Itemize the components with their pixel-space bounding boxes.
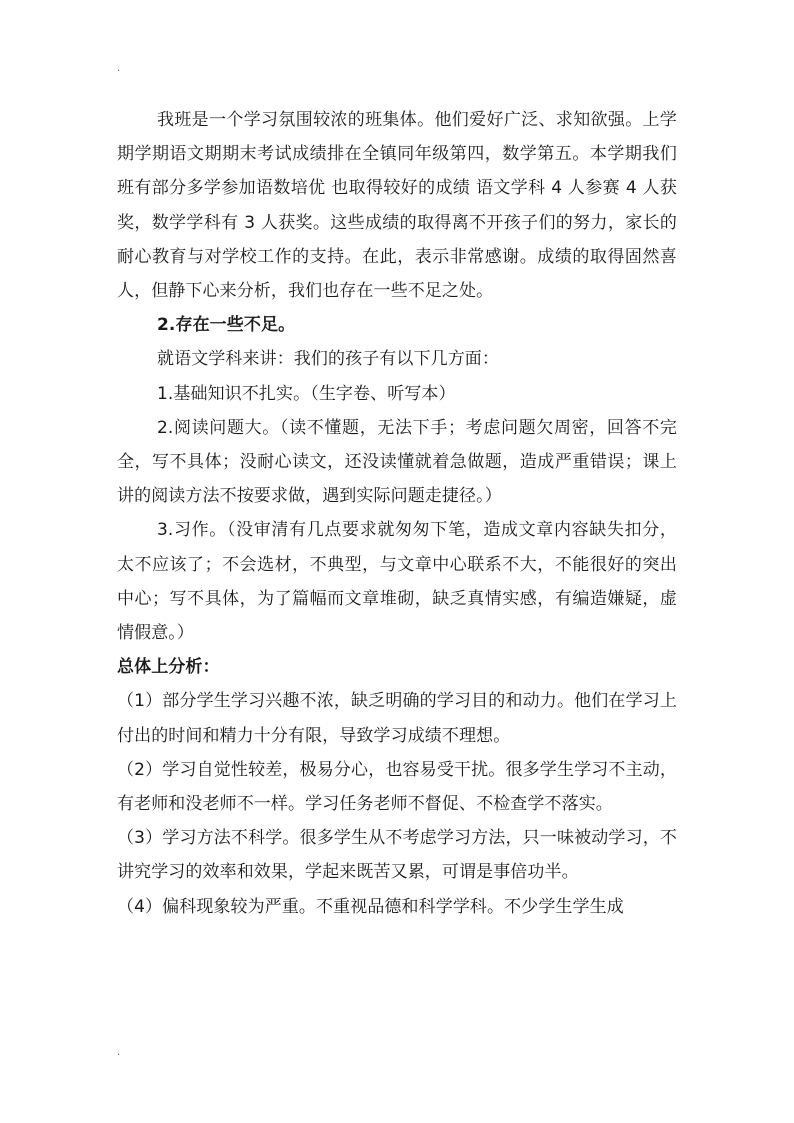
section-heading-shortcomings: 2.存在一些不足。	[157, 315, 296, 336]
page-top-dot: .	[117, 63, 121, 74]
paragraph-basic-knowledge: 1.基础知识不扎实。（生字卷、听写本）	[157, 383, 456, 404]
paragraph-analysis-2: （2）学习自觉性较差，极易分心，也容易受干扰。很多学生学习不主动，有老师和没老师不一样。学习任务老师不督促、不检查学不落实。	[117, 759, 677, 815]
paragraph-analysis-3: （3）学习方法不科学。很多学生从不考虑学习方法，只一味被动学习，不讲究学习的效率和效果，学起来既苦又累，可谓是事倍功半。	[117, 828, 677, 883]
section-heading-overall-analysis: 总体上分析：	[117, 657, 220, 678]
paragraph-analysis-1: （1）部分学生学习兴趣不浓，缺乏明确的学习目的和动力。他们在学习上付出的时间和精力十分有限，导致学习成绩不理想。	[117, 691, 677, 746]
paragraph-analysis-4: （4）偏科现象较为严重。不重视品德和科学学科。不少学生学生成	[117, 896, 624, 917]
page-bottom-dot: .	[117, 1047, 121, 1058]
document-body	[117, 103, 677, 924]
paragraph-chinese-subject-intro: 就语文学科来讲：我们的孩子有以下几方面：	[157, 349, 499, 370]
paragraph-class-achievements: 我班是一个学习氛围较浓的班集体。他们爱好广泛、求知欲强。上学期学期语文期期末考试成绩排在全镇同年级第四，数学第五。本学期我们班有部分多学参加语数培优 也取得较好的成绩 语文学科 4 人参赛 4 人获奖，数学学科有 3 人获奖。这些成绩的取得离不开孩子们的努力，家长的耐心教育与对学校工作的支持。在此，表示非常感谢。成绩的取得固然喜人，但静下心来分析，我们也存在一些不足之处。	[117, 110, 677, 302]
paragraph-writing-problems: 3.习作。（没审清有几点要求就匆匆下笔，造成文章内容缺失扣分，太不应该了；不会选材，不典型，与文章中心联系不大，不能很好的突出中心；写不具体，为了篇幅而文章堆砌，缺乏真情实感，有编造嫌疑，虚情假意。）	[117, 520, 677, 644]
paragraph-reading-problems: 2.阅读问题大。（读不懂题，无法下手；考虑问题欠周密，回答不完全，写不具体；没耐心读文，还没读懂就着急做题，造成严重错误；课上讲的阅读方法不按要求做，遇到实际问题走捷径。）	[117, 417, 677, 507]
